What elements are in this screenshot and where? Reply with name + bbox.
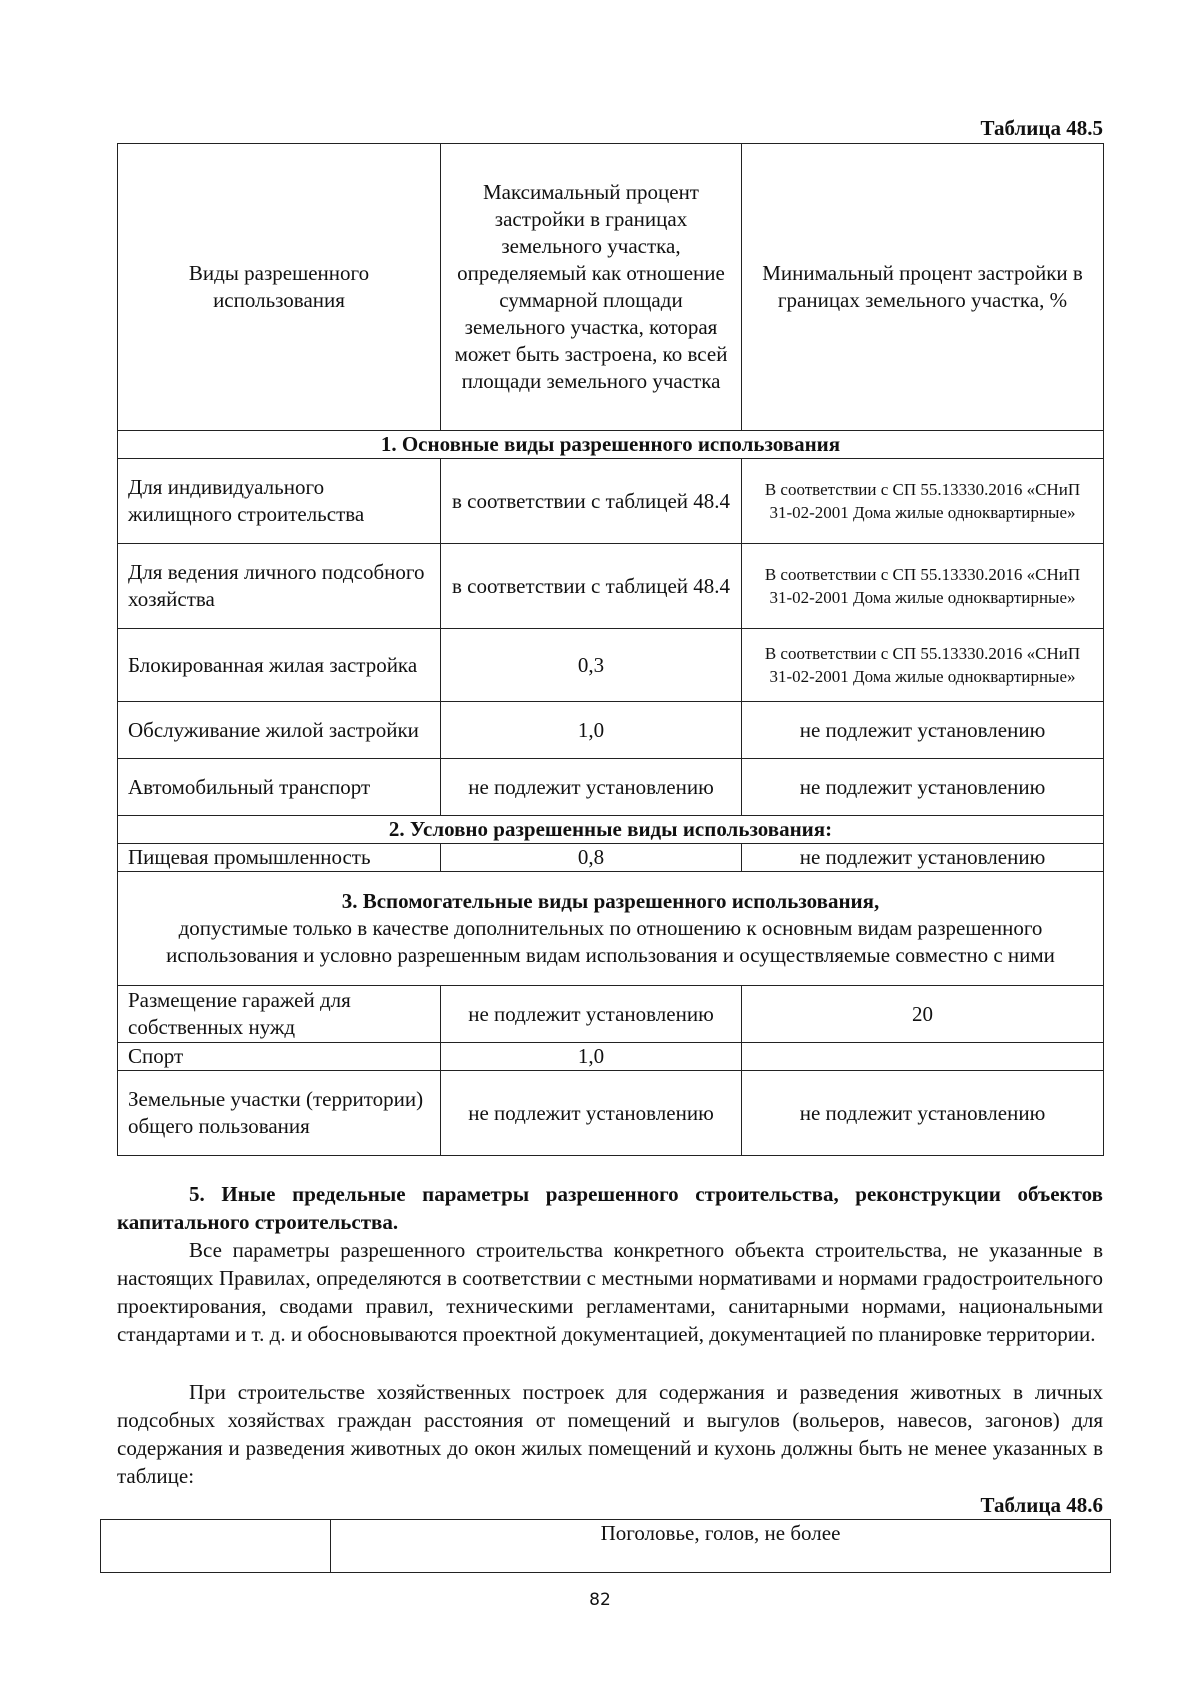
table-row <box>118 1071 1104 1156</box>
table-cell: Автомобильный транспорт <box>118 759 441 816</box>
table-header-row <box>118 144 1104 431</box>
table-cell: 1,0 <box>441 702 742 759</box>
table-cell: 0,8 <box>441 844 742 872</box>
table-48-5-caption: Таблица 48.5 <box>980 116 1103 140</box>
table-cell: не подлежит установлению <box>441 986 742 1043</box>
table-48-6 <box>100 1519 1111 1573</box>
table-cell: Спорт <box>118 1043 441 1071</box>
table-cell: В соответствии с СП 55.13330.2016 «СНиП 31-02-2001 Дома жилые одноквартирные» <box>742 544 1104 629</box>
table-cell: не подлежит установлению <box>742 759 1104 816</box>
table-cell: Блокированная жилая застройка <box>118 629 441 702</box>
table-cell: не подлежит установлению <box>441 759 742 816</box>
table-cell: не подлежит установлению <box>742 1071 1104 1156</box>
header-cell: Максимальный процент застройки в границах земельного участка, определяемый как отношение суммарной площади земельного участка, которая может быть застроена, ко всей площади земельного участка <box>441 144 742 431</box>
table-cell: не подлежит установлению <box>742 702 1104 759</box>
table-cell: В соответствии с СП 55.13330.2016 «СНиП 31-02-2001 Дома жилые одноквартирные» <box>742 459 1104 544</box>
header-cell: Минимальный процент застройки в границах земельного участка, % <box>742 144 1104 431</box>
table-row <box>118 844 1104 872</box>
header-cell: Поголовье, голов, не более <box>331 1520 1111 1573</box>
table-row <box>118 759 1104 816</box>
table-cell: Земельные участки (территории) общего пользования <box>118 1071 441 1156</box>
section-5-paragraph-1: Все параметры разрешенного строительства конкретного объекта строительства, не указанные в настоящих Правилах, определяются в соответствии с местными нормативами и нормами градостроительного проектирования, сводами правил, техническими регламентами, санитарными нормами, национальными стандартами и т. д. и обосновываются проектной документацией, документацией по планировке территории. <box>117 1238 1103 1346</box>
section-3-note: допустимые только в качестве дополнительных по отношению к основным видам разрешенного использования и условно разрешенным видам использования и осуществляемые совместно с ними <box>166 916 1055 967</box>
section-3-title <box>118 872 1104 986</box>
section-3-heading: 3. Вспомогательные виды разрешенного использования, <box>341 889 880 913</box>
table-48-5 <box>117 143 1104 1156</box>
table-header-row <box>101 1520 1111 1573</box>
table-cell: не подлежит установлению <box>742 844 1104 872</box>
table-cell: не подлежит установлению <box>441 1071 742 1156</box>
table-cell: 20 <box>742 986 1104 1043</box>
table-cell <box>101 1520 331 1573</box>
table-cell: В соответствии с СП 55.13330.2016 «СНиП 31-02-2001 Дома жилые одноквартирные» <box>742 629 1104 702</box>
table-row <box>118 986 1104 1043</box>
table-cell: 1,0 <box>441 1043 742 1071</box>
section-row <box>118 431 1104 459</box>
section-row <box>118 816 1104 844</box>
table-row <box>118 702 1104 759</box>
table-row <box>118 1043 1104 1071</box>
table-cell <box>742 1043 1104 1071</box>
table-cell: Для ведения личного подсобного хозяйства <box>118 544 441 629</box>
table-cell: Пищевая промышленность <box>118 844 441 872</box>
table-row <box>118 459 1104 544</box>
page-number: 82 <box>589 1590 611 1610</box>
table-cell: в соответствии с таблицей 48.4 <box>441 459 742 544</box>
table-cell: 0,3 <box>441 629 742 702</box>
table-cell: Размещение гаражей для собственных нужд <box>118 986 441 1043</box>
section-1-title: 1. Основные виды разрешенного использования <box>118 431 1104 459</box>
section-5-paragraph-2: При строительстве хозяйственных построек для содержания и разведения животных в личных подсобных хозяйствах граждан расстояния от помещений и выгулов (вольеров, навесов, загонов) для содержания и разведения животных до окон жилых помещений и кухонь должны быть не менее указанных в таблице: <box>117 1380 1103 1488</box>
table-cell: Обслуживание жилой застройки <box>118 702 441 759</box>
section-2-title: 2. Условно разрешенные виды использования: <box>118 816 1104 844</box>
table-row <box>118 544 1104 629</box>
section-row <box>118 872 1104 986</box>
table-cell: в соответствии с таблицей 48.4 <box>441 544 742 629</box>
header-cell: Виды разрешенного использования <box>118 144 441 431</box>
table-48-6-caption: Таблица 48.6 <box>980 1493 1103 1517</box>
table-row <box>118 629 1104 702</box>
table-cell: Для индивидуального жилищного строительства <box>118 459 441 544</box>
section-5-heading: 5. Иные предельные параметры разрешенного строительства, реконструкции объектов капитального строительства. <box>117 1182 1103 1234</box>
